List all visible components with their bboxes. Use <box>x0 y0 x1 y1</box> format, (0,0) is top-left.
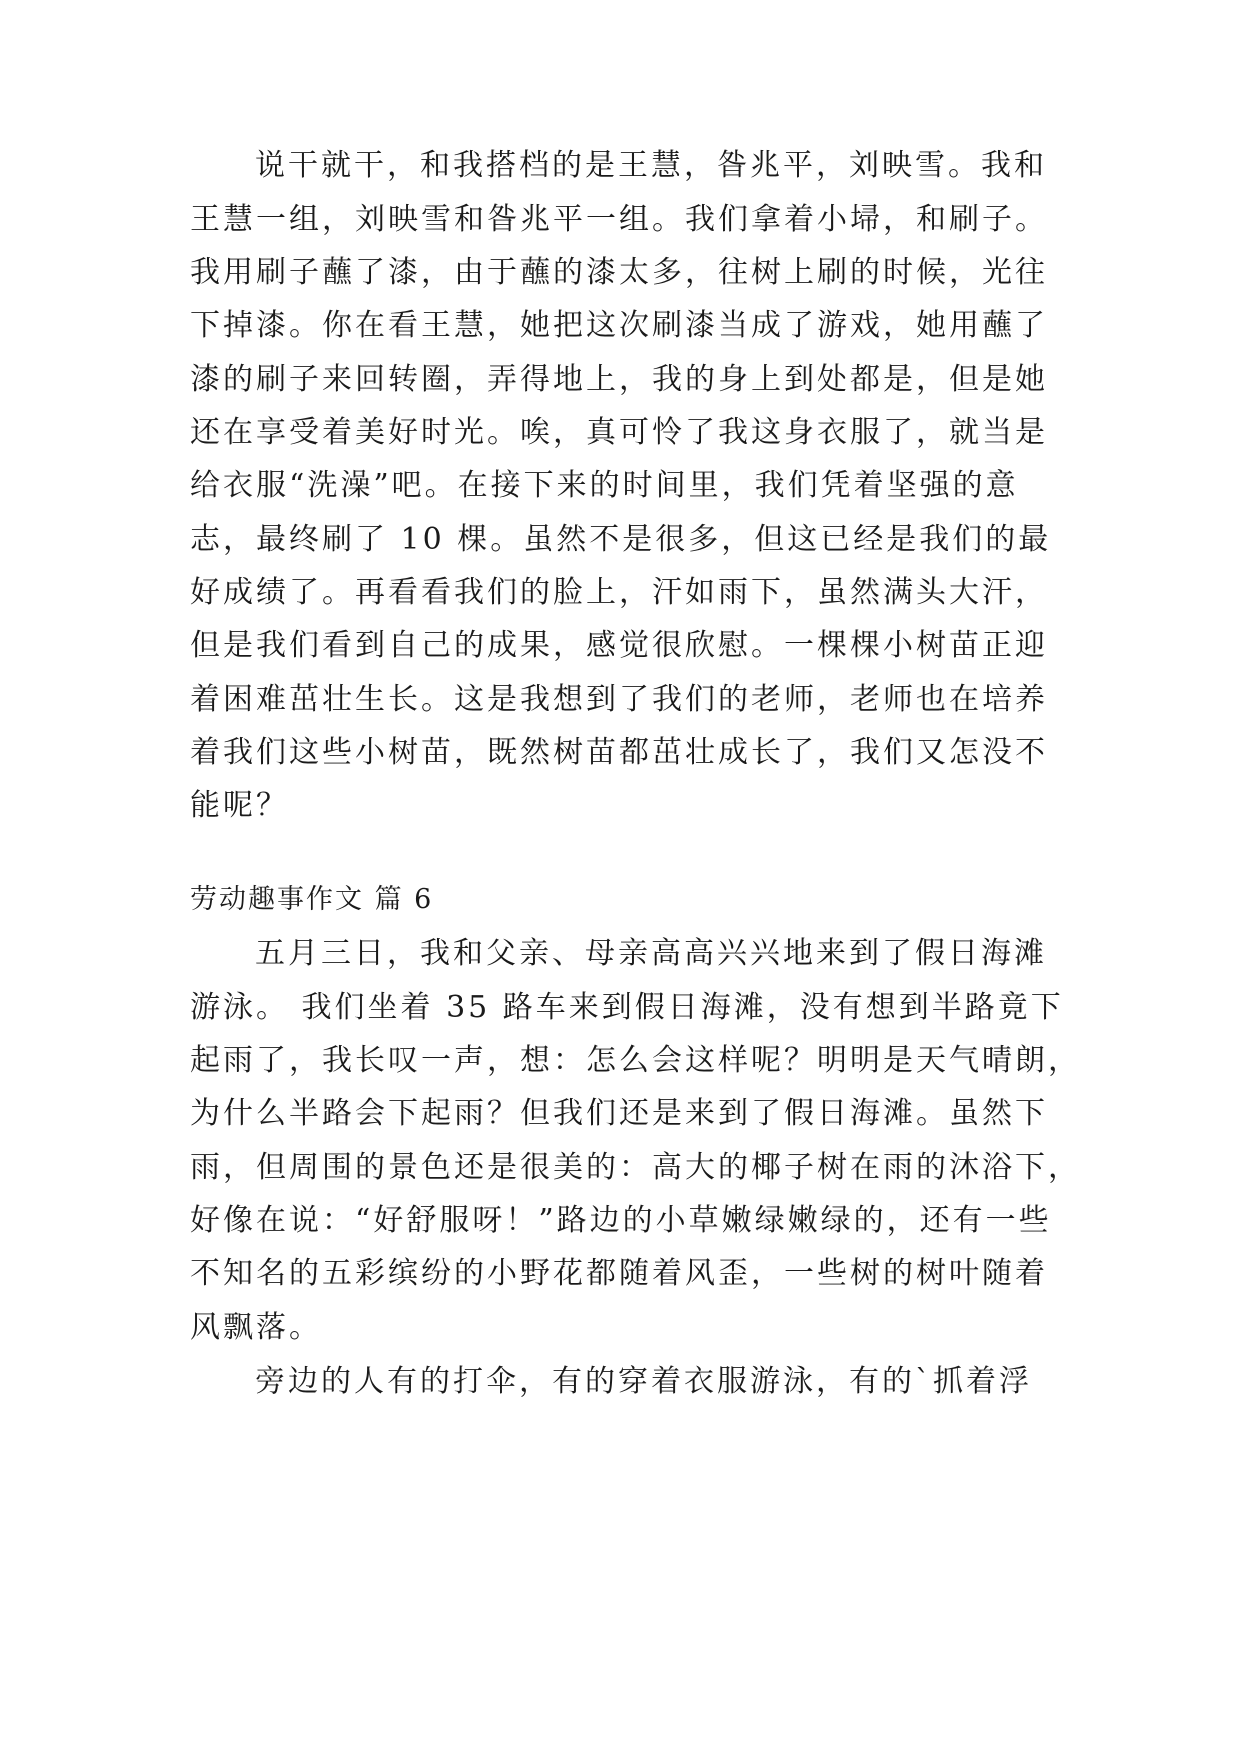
text-line: 还在享受着美好时光。唉，真可怜了我这身衣服了，就当是 <box>190 415 1048 450</box>
text-line: 五月三日，我和父亲、母亲高高兴兴地来到了假日海滩 <box>255 936 1047 971</box>
text-line: 着困难茁壮生长。这是我想到了我们的老师，老师也在培养 <box>190 682 1048 717</box>
text-line: 游泳。 我们坐着 35 路车来到假日海滩，没有想到半路竟下 <box>190 990 1064 1025</box>
text-line: 好像在说：“好舒服呀！”路边的小草嫩绿嫩绿的，还有一些 <box>190 1203 1052 1238</box>
text-line: 起雨了，我长叹一声，想：怎么会这样呢？明明是天气晴朗， <box>190 1043 1081 1078</box>
text-line: 风飘落。 <box>190 1310 322 1345</box>
text-line: 说干就干，和我搭档的是王慧，昝兆平，刘映雪。我和 <box>255 148 1047 183</box>
text-line: 下掉漆。你在看王慧，她把这次刷漆当成了游戏，她用蘸了 <box>190 308 1048 343</box>
section-title: 劳动趣事作文 篇 6 <box>190 884 434 915</box>
text-line: 给衣服“洗澡”吧。在接下来的时间里，我们凭着坚强的意 <box>190 468 1019 503</box>
text-line: 我用刷子蘸了漆，由于蘸的漆太多，往树上刷的时候，光往 <box>190 255 1048 290</box>
text-line: 为什么半路会下起雨？但我们还是来到了假日海滩。虽然下 <box>190 1096 1048 1131</box>
text-line: 好成绩了。再看看我们的脸上，汗如雨下，虽然满头大汗， <box>190 575 1048 610</box>
text-line: 雨，但周围的景色还是很美的：高大的椰子树在雨的沐浴下， <box>190 1150 1081 1185</box>
text-line: 着我们这些小树苗，既然树苗都茁壮成长了，我们又怎没不 <box>190 735 1048 770</box>
text-line: 王慧一组，刘映雪和昝兆平一组。我们拿着小埽，和刷子。 <box>190 202 1048 237</box>
text-line: 不知名的五彩缤纷的小野花都随着风歪，一些树的树叶随着 <box>190 1256 1048 1291</box>
text-line: 旁边的人有的打伞，有的穿着衣服游泳，有的`抓着浮 <box>255 1364 1032 1399</box>
text-line: 漆的刷子来回转圈，弄得地上，我的身上到处都是，但是她 <box>190 362 1048 397</box>
text-line: 志，最终刷了 10 棵。虽然不是很多，但这已经是我们的最 <box>190 522 1052 557</box>
text-line: 能呢？ <box>190 788 289 823</box>
text-line: 但是我们看到自己的成果，感觉很欣慰。一棵棵小树苗正迎 <box>190 628 1048 663</box>
